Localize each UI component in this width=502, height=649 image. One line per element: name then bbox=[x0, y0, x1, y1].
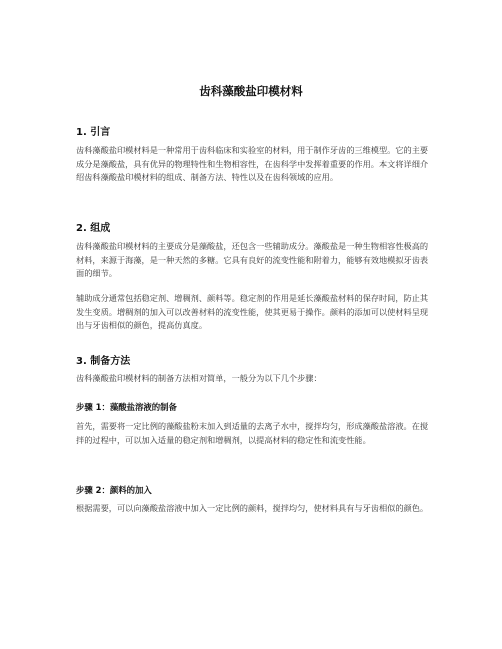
section-heading-composition: 2. 组成 bbox=[76, 223, 111, 234]
section-heading-introduction: 1. 引言 bbox=[76, 127, 111, 138]
step-2-paragraph: 根据需要，可以向藻酸盐溶液中加入一定比例的颜料，搅拌均匀，使材料具有与牙齿相似的颜色。 bbox=[76, 503, 429, 513]
document-title: 齿科藻酸盐印模材料 bbox=[199, 84, 303, 98]
step-1-heading: 步骤 1：藻酸盐溶液的制备 bbox=[76, 402, 177, 412]
introduction-paragraph: 齿科藻酸盐印模材料是一种常用于齿科临床和实验室的材料，用于制作牙齿的三维模型。它的主要成分是藻酸盐，具有优异的物理特性和生物相容性，在齿科学中发挥着重要的作用。本文将详细介绍齿科藻酸盐印模材料的组成、制备方法、特性以及在齿科领域的应用。 bbox=[76, 145, 429, 182]
preparation-intro-paragraph: 齿科藻酸盐印模材料的制备方法相对简单，一般分为以下几个步骤： bbox=[76, 373, 322, 383]
step-1-paragraph: 首先，需要将一定比例的藻酸盐粉末加入到适量的去离子水中，搅拌均匀，形成藻酸盐溶液。在搅拌的过程中，可以加入适量的稳定剂和增稠剂，以提高材料的稳定性和流变性能。 bbox=[76, 421, 429, 445]
composition-paragraph-1: 齿科藻酸盐印模材料的主要成分是藻酸盐，还包含一些辅助成分。藻酸盐是一种生物相容性极高的材料，来源于海藻，是一种天然的多糖。它具有良好的流变性能和附着力，能够有效地模拟牙齿表面的细节。 bbox=[76, 241, 429, 278]
section-heading-preparation: 3. 制备方法 bbox=[76, 356, 131, 367]
step-2-heading: 步骤 2：颜料的加入 bbox=[76, 485, 152, 495]
composition-paragraph-2: 辅助成分通常包括稳定剂、增稠剂、颜料等。稳定剂的作用是延长藻酸盐材料的保存时间，防止其发生变质。增稠剂的加入可以改善材料的流变性能，使其更易于操作。颜料的添加可以使材料呈现出与牙齿相似的颜色，提高仿真度。 bbox=[76, 293, 429, 330]
